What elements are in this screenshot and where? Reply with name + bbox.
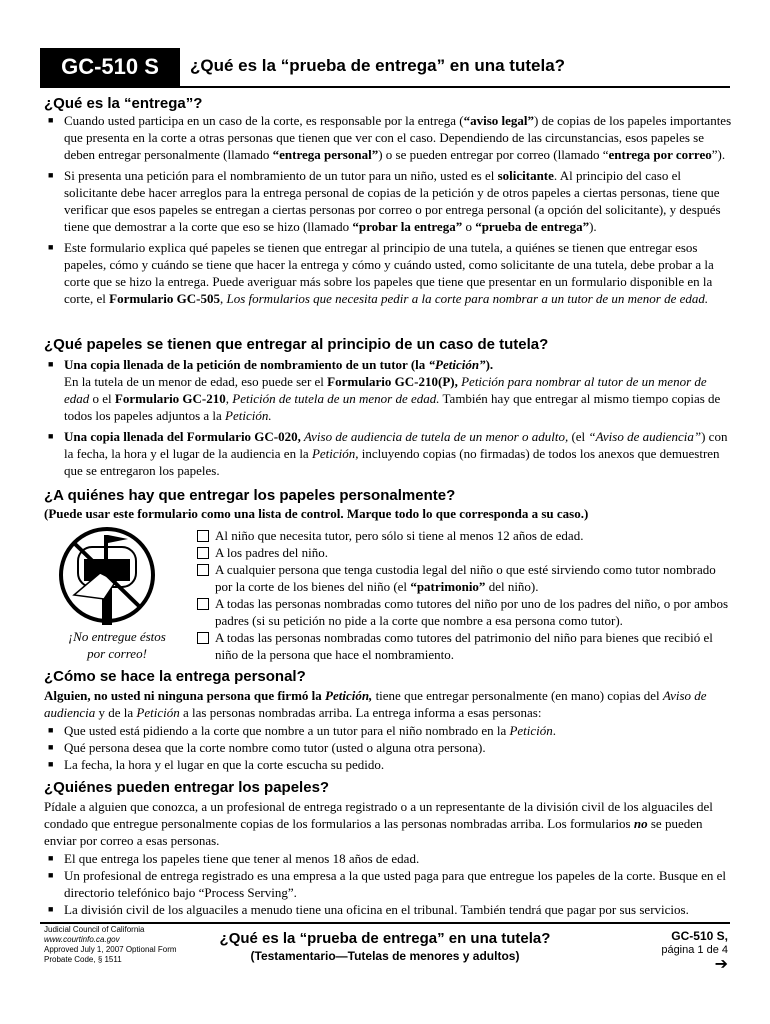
list-item: ■ Que usted está pidiendo a la corte que nombre a un tutor para el niño nombrado en la Petición. <box>44 722 734 739</box>
checkbox[interactable] <box>197 632 209 644</box>
section-heading-what-is-service: ¿Qué es la “entrega”? <box>44 95 203 112</box>
footer-rule <box>40 922 730 924</box>
checkbox[interactable] <box>197 530 209 542</box>
checklist-item[interactable]: A los padres del niño. <box>197 544 730 561</box>
checklist-item[interactable]: A todas las personas nombradas como tutores del patrimonio del niño para bienes que recibió el niño de la persona que hace el nombramiento. <box>197 629 730 663</box>
section-heading-how-to-serve: ¿Cómo se hace la entrega personal? <box>44 668 306 685</box>
list-item: ■ La fecha, la hora y el lugar en que la corte escucha su pedido. <box>44 756 734 773</box>
footer-page-info: GC-510 S, página 1 de 4 ➔ <box>600 930 728 973</box>
header-rule <box>40 86 730 88</box>
next-page-arrow-icon[interactable]: ➔ <box>714 956 728 973</box>
list-item: ■ Una copia llenada del Formulario GC-020, Aviso de audiencia de tutela de un menor o adulto, (el “Aviso de audiencia”) con la fecha, la hora y el lugar de la audiencia en la Petición, incluyendo copias (no firmadas) de todos los anexos que demuestren que se entregaron los papeles. <box>44 428 734 479</box>
list-item: ■ Si presenta una petición para el nombramiento de un tutor para un niño, usted es el solicitante. Al principio del caso el solicitante debe hacer arreglos para la entrega personal de copias de la petición y de otros papeles a ciertas personas, tiene que verificar que esos papeles se entregan a ciertas personas por correo o por entrega personal (a opción del solicitante), y después tiene que demostrar a la corte que eso se hizo (llamado “probar la entrega” o “prueba de entrega”). <box>44 167 734 235</box>
personal-service-bullets <box>44 722 734 773</box>
list-item: ■ Una copia llenada de la petición de nombramiento de un tutor (la “Petición”). En la tutela de un menor de edad, eso puede ser el Formulario GC-210(P), Petición para nombrar al tutor de un menor de edad o el Formulario GC-210, Petición de tutela de un menor de edad. También hay que entregar al mismo tiempo copias de todos los papeles adjuntos a la Petición. <box>44 356 734 424</box>
page-title: ¿Qué es la “prueba de entrega” en una tutela? <box>190 56 566 75</box>
checklist-item[interactable]: Al niño que necesita tutor, pero sólo si tiene al menos 12 años de edad. <box>197 527 730 544</box>
service-bullet-list <box>44 112 734 307</box>
who-can-serve-intro: Pídale a alguien que conozca, a un profesional de entrega registrado o a un representante de la división civil de los alguaciles del condado que entregue personalmente copias de los formularios a las personas nombradas arriba. Los formularios no se pueden enviar por correo a esas personas. <box>44 799 713 848</box>
checkbox[interactable] <box>197 598 209 610</box>
checklist-item[interactable]: A cualquier persona que tenga custodia legal del niño o que esté sirviendo como tutor nombrado por la corte de los bienes del niño (el “patrimonio” del niño). <box>197 561 730 595</box>
who-can-serve-bullets <box>44 850 734 918</box>
list-item: ■ Cuando usted participa en un caso de la corte, es responsable por la entrega (“aviso legal”) de copias de los papeles importantes que presenta en la corte a otras personas que tienen que ver con el caso. Dependiendo de las circunstancias, esos papeles se deben entregar personalmente (llamado “entrega personal”) o se pueden entregar por correo (llamado “entrega por correo”). <box>44 112 734 163</box>
form-number-badge: GC-510 S <box>40 48 180 86</box>
service-checklist <box>197 527 730 663</box>
list-item: ■ Un profesional de entrega registrado es una empresa a la que usted paga para que entregue los papeles de la corte. Busque en el directorio telefónico bajo “Process Serving”. <box>44 867 734 901</box>
list-item: ■ La división civil de los alguaciles a menudo tiene una oficina en el tribunal. También tendrá que pagar por sus servicios. <box>44 901 734 918</box>
checklist-item[interactable]: A todas las personas nombradas como tutores del niño por uno de los padres del niño, o por ambos padres (si su petición no pide a la corte que nombre a esa persona como tutor). <box>197 595 730 629</box>
section-heading-who-to-serve: ¿A quiénes hay que entregar los papeles personalmente? <box>44 487 456 504</box>
checkbox[interactable] <box>197 547 209 559</box>
no-mail-caption: ¡No entregue éstos por correo! <box>68 629 166 661</box>
section-heading-which-papers: ¿Qué papeles se tienen que entregar al principio de un caso de tutela? <box>44 336 549 353</box>
footer-source: Judicial Council of California www.courtinfo.ca.gov Approved July 1, 2007 Optional Form Probate Code, § 1511 <box>44 925 214 965</box>
list-item: ■ Qué persona desea que la corte nombre como tutor (usted o alguna otra persona). <box>44 739 734 756</box>
website-link[interactable]: www.courtinfo.ca.gov <box>44 935 120 944</box>
list-item: ■ El que entrega los papeles tiene que tener al menos 18 años de edad. <box>44 850 734 867</box>
checklist-instruction: (Puede usar este formulario como una lista de control. Marque todo lo que corresponda a su caso.) <box>44 506 589 521</box>
form-header <box>40 48 730 86</box>
no-mail-icon <box>44 525 190 625</box>
section-heading-who-can-serve: ¿Quiénes pueden entregar los papeles? <box>44 779 330 796</box>
footer-title: ¿Qué es la “prueba de entrega” en una tutela? (Testamentario—Tutelas de menores y adultos) <box>219 930 551 963</box>
list-item: ■ Este formulario explica qué papeles se tienen que entregar al principio de una tutela, a quiénes se tienen que entregar esos papeles, cómo y cuándo se tiene que hacer la entrega y cómo y cuándo usted, como solicitante de una tutela, debe probar a la corte que se hizo la entrega. Puede averiguar más sobre los papeles que tiene que presentar en un formulario disponible en la corte, el Formulario GC-505, Los formularios que necesita pedir a la corte para nombrar a un tutor de un menor de edad. <box>44 239 734 307</box>
papers-bullet-list <box>44 356 734 479</box>
checkbox[interactable] <box>197 564 209 576</box>
personal-service-intro: Alguien, no usted ni ninguna persona que firmó la Petición, tiene que entregar personalmente (en mano) copias del Aviso de audiencia y de la Petición a las personas nombradas arriba. La entrega informa a esas personas: <box>44 688 707 720</box>
